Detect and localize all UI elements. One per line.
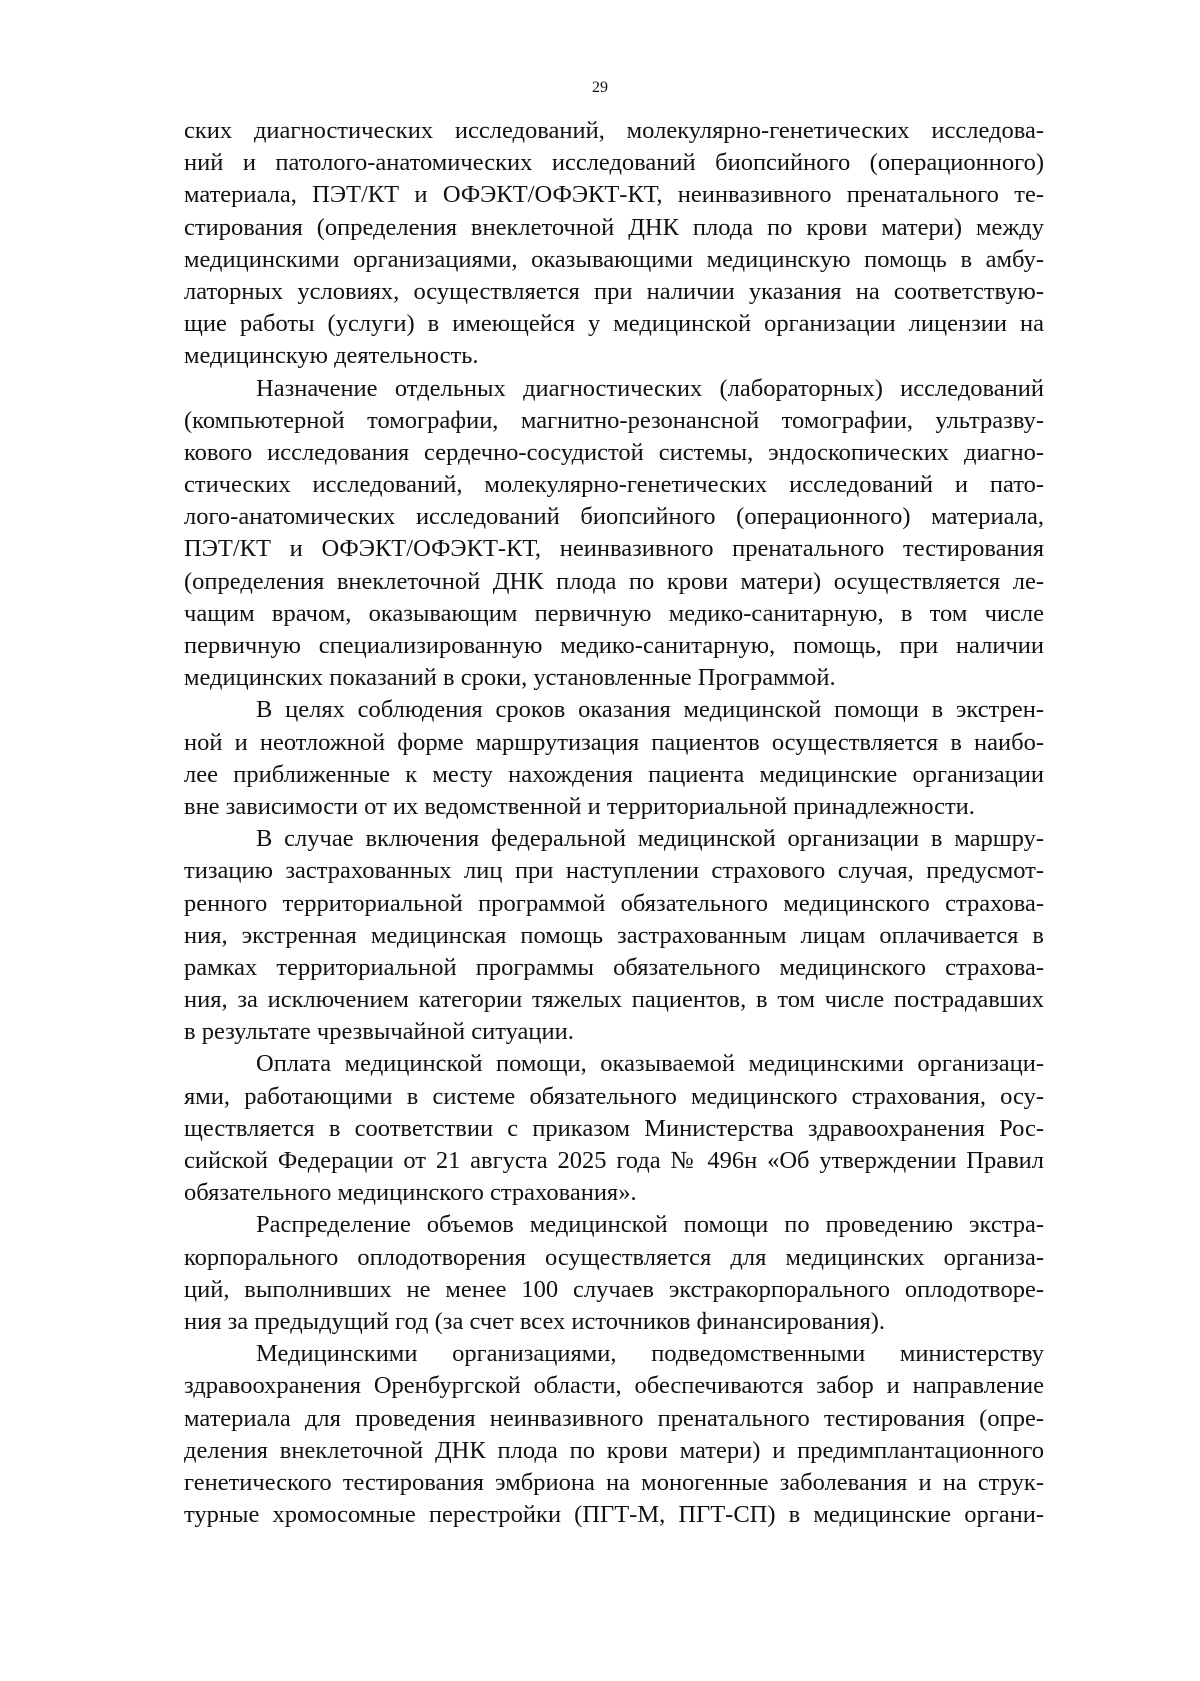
text-line: (определения внеклеточной ДНК плода по крови матери) осуществляется ле- (184, 567, 1044, 595)
text-line: ществляется в соответствии с приказом Министерства здравоохранения Рос- (184, 1114, 1044, 1142)
text-line: ния за предыдущий год (за счет всех источников финансирования). (184, 1307, 886, 1335)
text-line: медицинскую деятельность. (184, 342, 479, 370)
text-line: ями, работающими в системе обязательного медицинского страхования, осу- (184, 1082, 1044, 1110)
text-line: ПЭТ/КТ и ОФЭКТ/ОФЭКТ-КТ, неинвазивного пренатального тестирования (184, 535, 1044, 563)
text-line: корпорального оплодотворения осуществляется для медицинских организа- (184, 1243, 1044, 1271)
text-line: стирования (определения внеклеточной ДНК плода по крови матери) между (184, 213, 1044, 241)
text-line: ций, выполнивших не менее 100 случаев экстракорпорального оплодотворе- (184, 1275, 1044, 1303)
text-line: ских диагностических исследований, молекулярно-генетических исследова- (184, 117, 1044, 144)
text-line: первичную специализированную медико-санитарную, помощь, при наличии (184, 632, 1044, 659)
text-line: Оплата медицинской помощи, оказываемой медицинскими организаци- (256, 1050, 1044, 1078)
text-line: ния, экстренная медицинская помощь застрахованным лицам оплачивается в (184, 921, 1044, 949)
text-line: щие работы (услуги) в имеющейся у медицинской организации лицензии на (184, 310, 1044, 338)
text-line: Назначение отдельных диагностических (лабораторных) исследований (256, 374, 1044, 402)
text-line: ний и патолого-анатомических исследований биопсийного (операционного) (184, 149, 1044, 177)
text-line: ренного территориальной программой обязательного медицинского страхова- (184, 889, 1044, 917)
text-line: медицинскими организациями, оказывающими медицинскую помощь в амбу- (184, 245, 1044, 273)
text-line: материала для проведения неинвазивного пренатального тестирования (опре- (184, 1404, 1044, 1432)
text-line: материала, ПЭТ/КТ и ОФЭКТ/ОФЭКТ-КТ, неинвазивного пренатального те- (184, 181, 1044, 209)
text-line: медицинских показаний в сроки, установленные Программой. (184, 664, 836, 692)
text-line: стических исследований, молекулярно-генетических исследований и пато- (184, 471, 1044, 499)
text-line: чащим врачом, оказывающим первичную медико-санитарную, в том числе (184, 599, 1044, 627)
text-line: лого-анатомических исследований биопсийного (операционного) материала, (184, 503, 1044, 531)
text-line: обязательного медицинского страхования». (184, 1179, 637, 1207)
text-line: латорных условиях, осуществляется при наличии указания на соответствую- (184, 277, 1044, 305)
text-line: ной и неотложной форме маршрутизация пациентов осуществляется в наибо- (184, 728, 1044, 756)
text-line: в результате чрезвычайной ситуации. (184, 1018, 574, 1046)
text-line: В случае включения федеральной медицинской организации в маршру- (256, 825, 1044, 853)
document-body (184, 115, 1044, 1531)
text-line: В целях соблюдения сроков оказания медицинской помощи в экстрен- (256, 696, 1044, 724)
text-line: кового исследования сердечно-сосудистой системы, эндоскопических диагно- (184, 438, 1044, 466)
page-number: 29 (592, 79, 608, 96)
text-line: рамках территориальной программы обязательного медицинского страхова- (184, 953, 1044, 981)
text-line: Распределение объемов медицинской помощи по проведению экстра- (256, 1211, 1044, 1239)
text-line: турные хромосомные перестройки (ПГТ-М, ПГТ-СП) в медицинские органи- (184, 1501, 1044, 1529)
text-line: Медицинскими организациями, подведомственными министерству (256, 1340, 1044, 1368)
text-line: деления внеклеточной ДНК плода по крови матери) и предимплантационного (184, 1436, 1044, 1464)
text-line: здравоохранения Оренбургской области, обеспечиваются забор и направление (184, 1372, 1044, 1400)
text-line: лее приближенные к месту нахождения пациента медицинские организации (184, 760, 1044, 788)
text-line: ния, за исключением категории тяжелых пациентов, в том числе пострадавших (184, 986, 1044, 1014)
text-line: тизацию застрахованных лиц при наступлении страхового случая, предусмот- (184, 857, 1044, 885)
text-line: вне зависимости от их ведомственной и территориальной принадлежности. (184, 792, 975, 820)
text-line: сийской Федерации от 21 августа 2025 года № 496н «Об утверждении Правил (184, 1147, 1044, 1174)
text-line: (компьютерной томографии, магнитно-резонансной томографии, ультразву- (184, 406, 1044, 434)
text-line: генетического тестирования эмбриона на моногенные заболевания и на струк- (184, 1468, 1044, 1496)
